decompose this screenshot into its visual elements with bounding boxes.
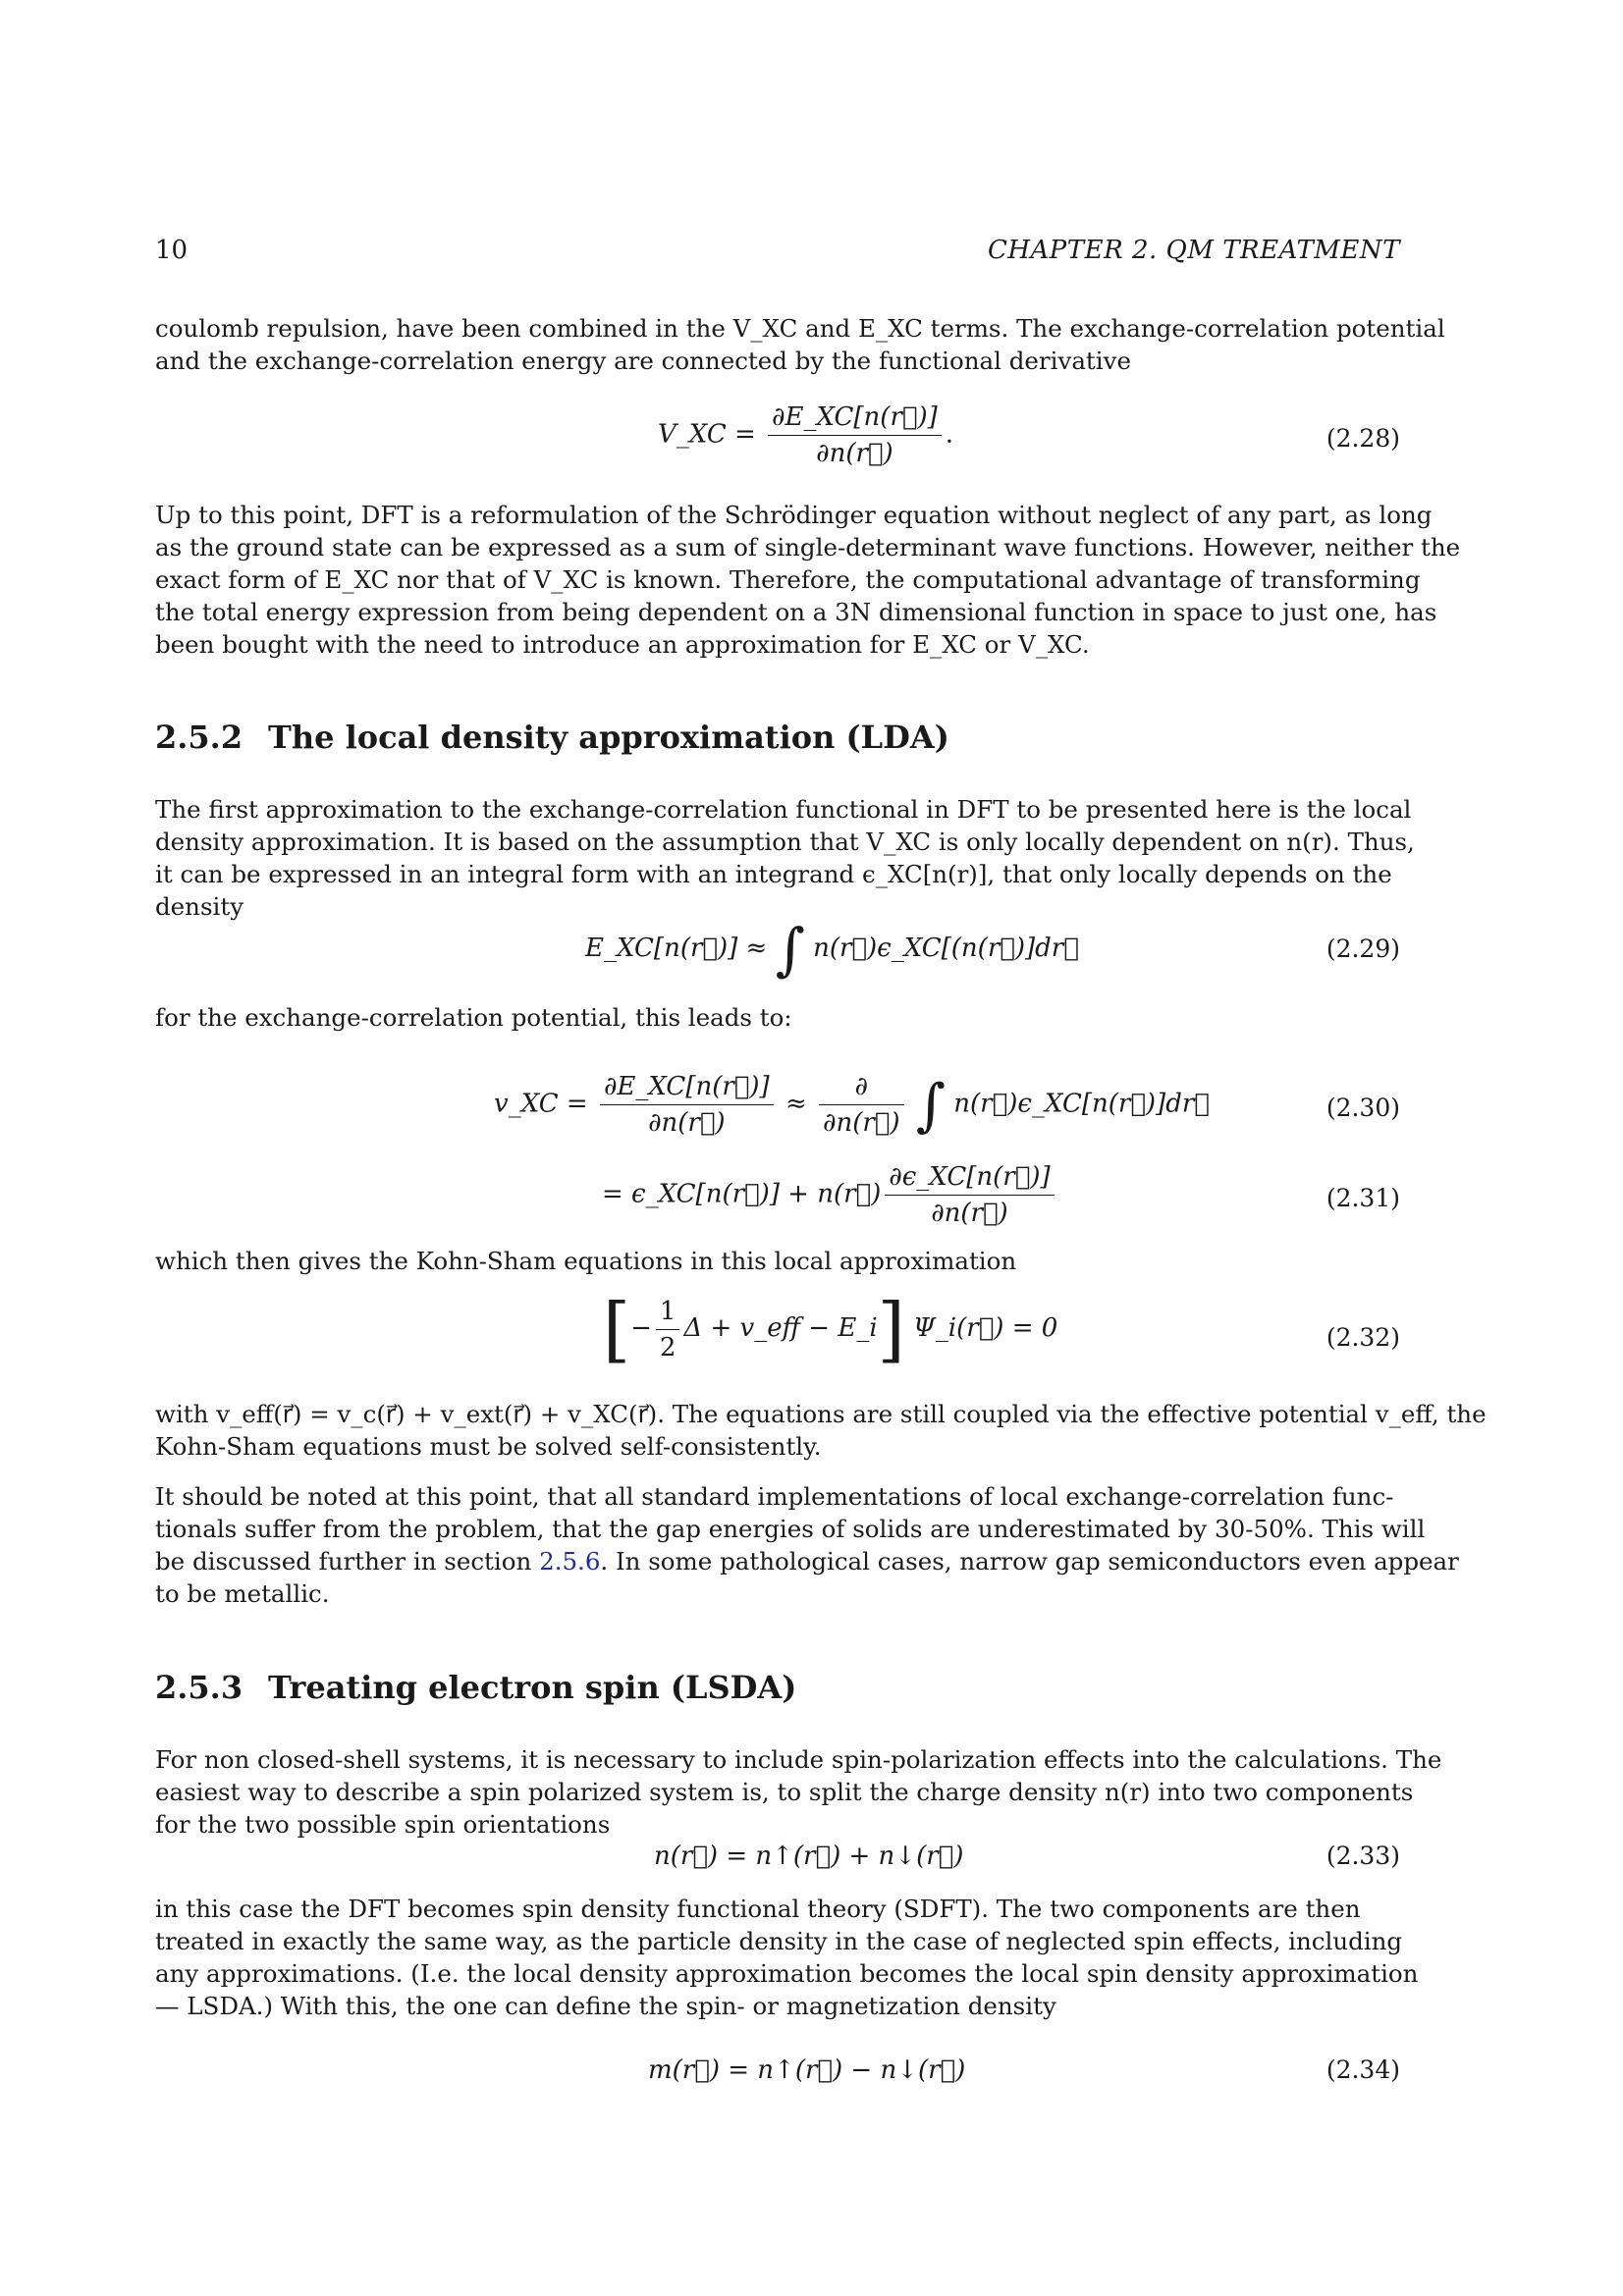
text-line: density approximation. It is based on the assumption that V_XC is only locally dependent on n(r). Thus, [155,828,1415,856]
text-line: for the exchange-correlation potential, this leads to: [155,1003,792,1032]
left-bracket: [ [603,1288,631,1370]
text-line: tionals suffer from the problem, that the gap energies of solids are underestimated by 30-50%. This will [155,1515,1426,1543]
eq-body: m(r⃗) = n↑(r⃗) − n↓(r⃗) [648,2056,966,2085]
integral-sign: ∫ [775,916,805,983]
document-page: 10 CHAPTER 2. QM TREATMENT coulomb repulsion, have been combined in the V_XC and E_XC terms. The exchange-correlation potential and the exchange-correlation energy are connected by the functional derivative V_XC = $\frac{\partial E\_XC[n(r⃗)]}{\partial n(r⃗)}$ . (2.28) Up to this point, DFT is a reformulation of the Schrödinger equation without neglect of any part, as long as the ground state can be expressed as a sum of single-determinant wave functions. However, neither the exact form of E_XC nor that of V_XC is known. Therefore, the computational advantage of transforming the total energy expression from being dependent on a 3N dimensional function in space to just one, has been bought with the need to introduce an approximation for E_XC or V_XC. 2.5.2 The local density approximation (LDA) The first approximation to the exchange-correlation functional in DFT to be presented here is the local density approximation. It is based on the assumption that V_XC is only locally dependent on n(r). Thus, it can be expressed in an integral form with an integrand ϵ_XC[n(r)], that only locally depends on the density E_XC[n(r⃗)] ≈ ∫ n(r⃗)ϵ_XC[(n(r⃗)]dr⃗ (2.29) for the exchange-correlation potential, this leads to: v_XC = $\frac{\partial E\_XC[n(r⃗)]}{\partial n(r⃗)}$ ≈ $\frac{\partial}{\partial n(r⃗)}$ ∫ n(r⃗)ϵ_XC[n(r⃗)]dr⃗ (2.30) = ϵ_XC[n(r⃗)] + n(r⃗) $\frac{\partial\epsilon\_XC[n(r⃗)]}{\partial n(r⃗)}$ (2.31) which then gives the Kohn-Sham equations in this local approximation [− $\frac{1}{2}$ Δ + v_eff − E_i] Ψ_i(r⃗) = 0 (2.32) with v_eff(r⃗) = v_c(r⃗) + v_ext(r⃗) + v_XC(r⃗). The equations are still coupled via the effective potential v_eff, the Kohn-Sham equations must be solved self-consistently. It should be noted at this point, that all standard implementations of local exchange-correlation func- tionals suffer from the problem, that the gap energies of solids are underestimated by 30-50%. This will be discussed further in section 2.5.6. In some pathological cases, narrow gap semiconductors even appear to be metallic. 2.5.3 Treating electron spin (LSDA) For non closed-shell systems, it is necessary to include spin-polarization effects into the calculations. The easiest way to describe a spin polarized system is, to split the charge density n(r) into two components for the two possible spin orientations n(r⃗) = n↑(r⃗) + n↓(r⃗) (2.33) in this case the DFT becomes spin density functional theory (SDFT). The two components are then treated in exactly the same way, as the particle density in the case of neglected spin effects, including any approximations. (I.e. the local density approximation becomes the local spin density approximation — LSDA.) With this, the one can define the spin- or magnetization density m(r⃗) = n↑(r⃗) − n↓(r⃗) (2.34) [155,236,1487,2085]
text-line: which then gives the Kohn-Sham equations in this local approximation [155,1247,1017,1275]
text-line: easiest way to describe a spin polarized system is, to split the charge density n(r) into two components [155,1778,1414,1806]
text-line: — LSDA.) With this, the one can define the spin- or magnetization density [155,1992,1056,2020]
paragraph-dft-reformulation [155,499,1461,661]
section-number: 2.5.2 [155,719,243,756]
equation-label: (2.34) [1325,2056,1400,2084]
paragraph-intro [155,312,1445,377]
equation-label: (2.30) [1325,1094,1400,1122]
paragraph-lda [155,793,1415,923]
text-line: density [155,892,244,921]
equation-label: (2.29) [1325,934,1400,963]
section-heading-2-5-3 [155,1669,796,1706]
fraction: $\frac{\partial E\_XC[n(r⃗)]}{\partial n(r⃗)}$ [768,402,942,468]
eq-lhs: E_XC[n(r⃗)] ≈ [585,934,768,963]
paragraph-kohn-sham [155,1245,1400,1277]
eq-lhs: = ϵ_XC[n(r⃗)] + n(r⃗) [602,1179,882,1209]
text-line: coulomb repulsion, have been combined in the V_XC and E_XC terms. The exchange-correlation potential [155,314,1445,343]
text-line: for the two possible spin orientations [155,1810,611,1839]
eq-body: n(r⃗) = n↑(r⃗) + n↓(r⃗) [654,1842,964,1871]
equation-label: (2.33) [1325,1842,1400,1870]
text-line: It should be noted at this point, that all standard implementations of local exchange-correlation func- [155,1482,1394,1511]
eq-middle: Δ + v_eff − E_i [683,1313,878,1343]
text-line: Up to this point, DFT is a reformulation of the Schrödinger equation without neglect of any part, as long [155,501,1433,529]
fraction: $\frac{\partial}{\partial n(r⃗)}$ [819,1072,904,1138]
section-link-2-5-6[interactable]: 2.5.6 [539,1547,601,1575]
paragraph-xc-potential [155,1001,1400,1034]
equation-label: (2.31) [1325,1184,1400,1212]
eq-lhs: V_XC = [658,419,756,450]
integral-sign: ∫ [915,1071,947,1139]
fraction: $\frac{1}{2}$ [656,1297,680,1362]
fraction: $\frac{\partial E\_XC[n(r⃗)]}{\partial n(r⃗)}$ [600,1072,774,1138]
approx-sign: ≈ [784,1089,807,1119]
eq-rhs: n(r⃗)ϵ_XC[(n(r⃗)]dr⃗ [813,934,1079,963]
section-title: The local density approximation (LDA) [268,719,949,756]
text-line: any approximations. (I.e. the local density approximation becomes the local spin density approximation [155,1959,1419,1988]
text-line: as the ground state can be expressed as a sum of single-determinant wave functions. However, neither the [155,533,1461,561]
text-line: it can be expressed in an integral form with an integrand ϵ_XC[n(r)], that only locally depends on the [155,860,1392,888]
section-title: Treating electron spin (LSDA) [268,1669,797,1706]
text-line: with v_eff(r⃗) = v_c(r⃗) + v_ext(r⃗) + v_XC(r⃗). The equations are still coupled via the effective potential v_eff, the [155,1400,1487,1428]
eq-rhs: Ψ_i(r⃗) = 0 [913,1313,1058,1343]
fraction: $\frac{\partial\epsilon\_XC[n(r⃗)]}{\partial n(r⃗)}$ [885,1162,1054,1228]
text-line: been bought with the need to introduce an approximation for E_XC or V_XC. [155,630,1090,659]
text-line: be discussed further in section 2.5.6. In some pathological cases, narrow gap semiconductors even appear [155,1547,1459,1575]
paragraph-spin-systems [155,1743,1442,1841]
eq-rhs: n(r⃗)ϵ_XC[n(r⃗)]dr⃗ [953,1089,1210,1119]
text-line: The first approximation to the exchange-correlation functional in DFT to be presented here is the local [155,795,1412,824]
text-line: treated in exactly the same way, as the particle density in the case of neglected spin effects, including [155,1927,1403,1955]
section-number: 2.5.3 [155,1669,243,1706]
text-line: Kohn-Sham equations must be solved self-consistently. [155,1432,822,1461]
text-line: and the exchange-correlation energy are connected by the functional derivative [155,347,1131,375]
paragraph-gap-underestimation [155,1480,1459,1610]
page-number: 10 [155,236,189,265]
running-title: CHAPTER 2. QM TREATMENT [987,236,1400,265]
eq-lhs: v_XC = [494,1089,588,1119]
right-bracket: ] [877,1288,905,1370]
text-line: the total energy expression from being dependent on a 3N dimensional function in space to just one, has [155,598,1437,626]
section-heading-2-5-2 [155,719,949,756]
equation-label: (2.28) [1325,424,1400,453]
paragraph-effective-potential [155,1398,1487,1463]
text-line: to be metallic. [155,1579,330,1608]
equation-label: (2.32) [1325,1323,1400,1352]
paragraph-sdft [155,1893,1419,2022]
text-line: exact form of E_XC nor that of V_XC is known. Therefore, the computational advantage of transforming [155,565,1421,594]
text-line: For non closed-shell systems, it is necessary to include spin-polarization effects into the calculations. The [155,1745,1442,1774]
text-line: in this case the DFT becomes spin density functional theory (SDFT). The two components are then [155,1895,1361,1923]
